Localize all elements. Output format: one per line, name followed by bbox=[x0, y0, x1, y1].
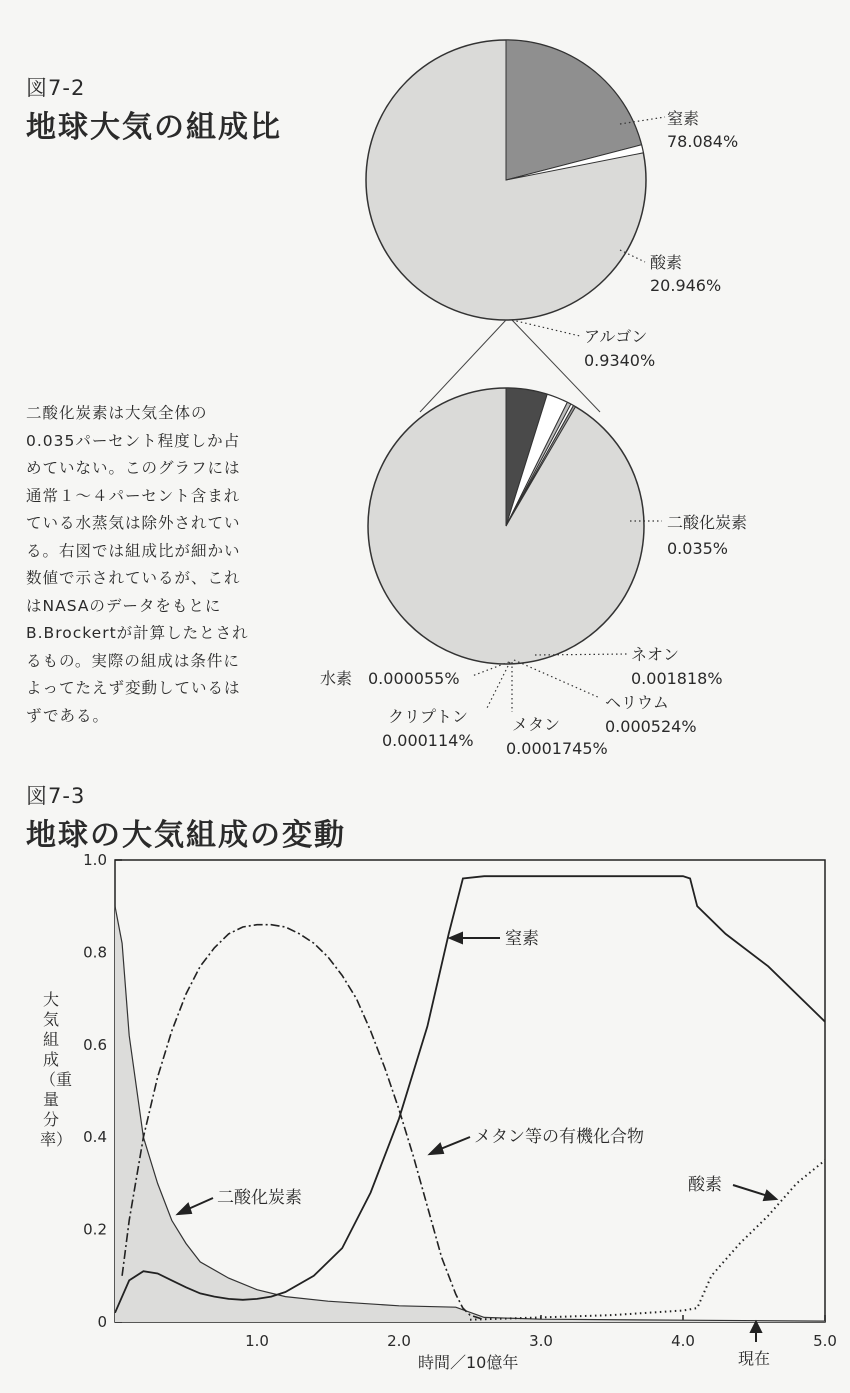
series-layer bbox=[115, 876, 825, 1322]
y-tick-label: 0.8 bbox=[83, 943, 107, 962]
arrow-o2 bbox=[733, 1185, 768, 1196]
annotation-co2: 二酸化炭素 bbox=[217, 1188, 302, 1208]
x-tick-label: 4.0 bbox=[671, 1332, 695, 1350]
label-co2-value: 0.035% bbox=[667, 539, 729, 558]
label-n2-value: 78.084% bbox=[667, 132, 739, 151]
leader-kr bbox=[486, 662, 510, 710]
x-tick-label: 1.0 bbox=[245, 1332, 269, 1350]
leader-he bbox=[514, 660, 600, 698]
label-ne-value: 0.001818% bbox=[631, 669, 723, 688]
leader-ar bbox=[512, 320, 580, 336]
label-he-name: ヘリウム bbox=[605, 693, 669, 712]
pie-trace bbox=[368, 388, 644, 664]
x-tick-label: 2.0 bbox=[387, 1332, 411, 1350]
label-ar-value: 0.9340% bbox=[584, 351, 656, 370]
y-axis-label: 大気組成（重量分率） bbox=[40, 990, 73, 1149]
series-area-co2 bbox=[115, 906, 825, 1322]
annotation-organic: メタン等の有機化合物 bbox=[474, 1127, 644, 1147]
y-tick-label: 0.6 bbox=[83, 1035, 107, 1054]
arrow-n2-head bbox=[450, 933, 462, 943]
y-tick-label: 0.4 bbox=[83, 1128, 107, 1147]
label-h2-name: 水素 bbox=[320, 669, 353, 688]
label-he-value: 0.000524% bbox=[605, 717, 697, 736]
label-o2-value: 20.946% bbox=[650, 276, 722, 295]
label-o2-name: 酸素 bbox=[650, 253, 683, 272]
pie-main bbox=[366, 40, 646, 320]
label-co2-name: 二酸化炭素 bbox=[667, 513, 748, 532]
label-n2-name: 窒素 bbox=[667, 109, 700, 128]
series-line-0 bbox=[115, 906, 825, 1321]
series-line-3 bbox=[470, 1160, 825, 1319]
x-axis-label: 時間／10億年 bbox=[418, 1353, 519, 1372]
arrow-now-head bbox=[751, 1322, 761, 1332]
y-tick-label: 1.0 bbox=[83, 851, 107, 869]
arrow-o2-head bbox=[764, 1191, 776, 1200]
label-ne-name: ネオン bbox=[631, 645, 680, 664]
label-h2-value: 0.000055% bbox=[368, 669, 460, 688]
label-ar-name: アルゴン bbox=[584, 327, 648, 346]
label-kr-name: クリプトン bbox=[388, 707, 469, 726]
x-tick-label: 3.0 bbox=[529, 1332, 553, 1350]
plot-frame bbox=[115, 860, 825, 1322]
arrow-organic bbox=[438, 1137, 470, 1150]
annotation-o2: 酸素 bbox=[688, 1175, 722, 1195]
annotation-n2: 窒素 bbox=[505, 929, 539, 949]
label-kr-value: 0.000114% bbox=[382, 731, 474, 750]
y-tick-label: 0 bbox=[97, 1313, 107, 1331]
label-ch4-value: 0.0001745% bbox=[506, 739, 608, 758]
arrow-organic-head bbox=[430, 1144, 443, 1154]
label-ch4-name: メタン bbox=[512, 715, 561, 734]
arrow-co2-head bbox=[178, 1204, 191, 1214]
fig72-note: 二酸化炭素は大気全体の0.035パーセント程度しか占めていない。このグラフには通常１～４パーセント含まれている水蒸気は除外されている。右図では組成比が細かい数値で示されているが、これはNASAのデータをもとにB.Brockertが計算したとされるもの。実際の組成は条件によってたえず変動しているはずである。 bbox=[26, 404, 249, 725]
x-tick-label: 5.0 bbox=[813, 1332, 837, 1350]
fig72-title: 地球大気の組成比 bbox=[26, 110, 282, 145]
line-chart bbox=[83, 851, 837, 1350]
annotation-now: 現在 bbox=[738, 1349, 771, 1368]
fig72-label: 図7-2 bbox=[26, 76, 86, 100]
fig73-label: 図7-3 bbox=[26, 784, 86, 808]
fig73-title: 地球の大気組成の変動 bbox=[26, 818, 346, 853]
y-tick-label: 0.2 bbox=[83, 1220, 107, 1239]
